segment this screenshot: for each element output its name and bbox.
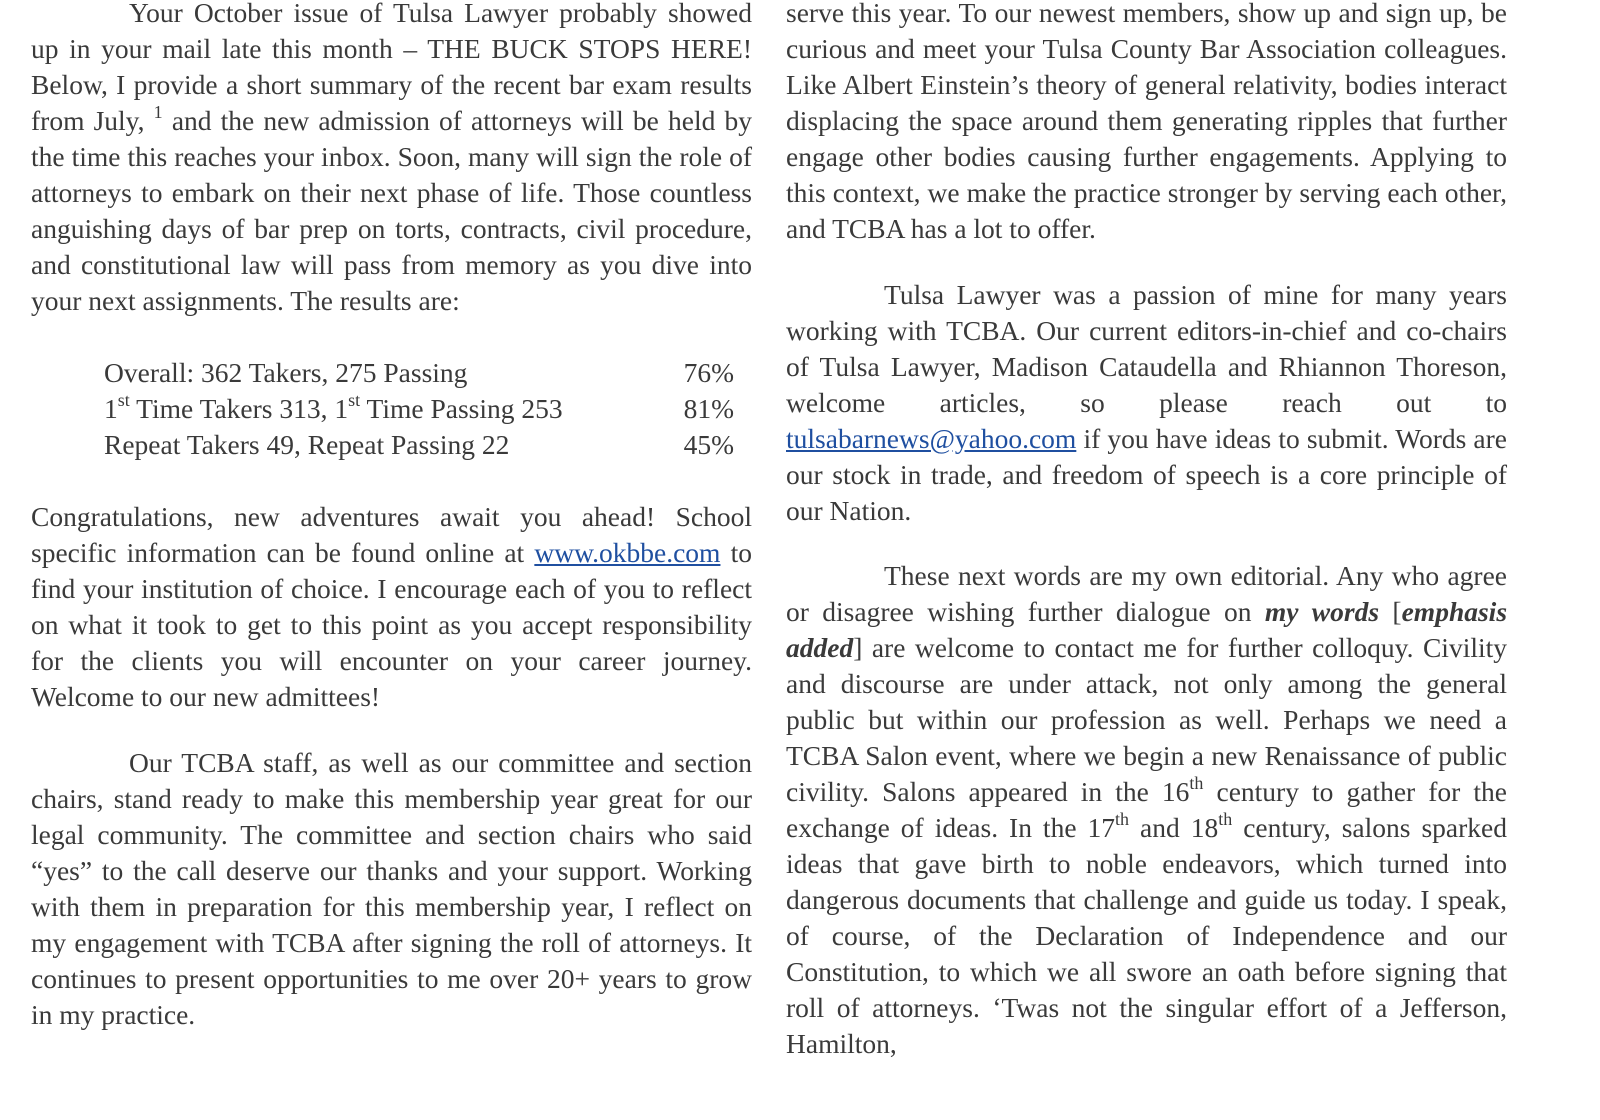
left-column	[31, 0, 752, 1033]
results-label: 1st Time Takers 313, 1st Time Passing 253	[104, 389, 563, 424]
results-label: Overall: 362 Takers, 275 Passing	[104, 357, 468, 388]
email-link[interactable]: tulsabarnews@yahoo.com	[786, 423, 1077, 454]
intro-text-2: and the new admission of attorneys will be held by the time this reaches your inbox. Soon, many will sign the role of attorneys to embark on their next phase of life. Those countless anguishing days of bar prep on torts, contracts, civil procedure, and constitutional law will pass from memory as you dive into your next assignments. The results are:	[31, 105, 752, 316]
results-row-repeat	[104, 427, 734, 463]
results-label: Repeat Takers 49, Repeat Passing 22	[104, 429, 510, 460]
intro-paragraph	[31, 0, 752, 319]
emphasis-my-words: my words	[1264, 596, 1380, 627]
congratulations-paragraph: Congratulations, new adventures await you ahead! School specific information can be found online at www.okbbe.com to find your institution of choice. I encourage each of you to reflect on what it took to get to this point as you accept responsibility for the clients you will encounter on your career journey. Welcome to our new admittees!	[31, 501, 753, 712]
right-column	[786, 0, 1507, 1062]
emphasis-added: emphasis added	[786, 596, 1508, 663]
bar-exam-results	[104, 355, 734, 463]
okbbe-link[interactable]: www.okbbe.com	[534, 537, 721, 568]
continuation-paragraph: serve this year. To our newest members, show up and sign up, be curious and meet your Tulsa County Bar Association colleagues. Like Albert Einstein’s theory of general relativity, bodies interact displacing the space around them generating ripples that further engage other bodies causing further engagements. Applying to this context, we make the practice stronger by serving each other, and TCBA has a lot to offer.	[786, 0, 1507, 244]
results-percent: 81%	[683, 393, 734, 424]
intro-text-1: Your October issue of Tulsa Lawyer probably showed up in your mail late this month – THE BUCK STOPS HERE! Below, I provide a short summary of the recent bar exam results from July,	[31, 0, 752, 136]
editorial-paragraph: These next words are my own editorial. Any who agree or disagree wishing further dialogue on my words [emphasis added] are welcome to contact me for further colloquy. Civility and discourse are under attack, not only among the general public but within our profession as well. Perhaps we need a TCBA Salon event, where we begin a new Renaissance of public civility. Salons appeared in the 16th century to gather for the exchange of ideas. In the 17th and 18th century, salons sparked ideas that gave birth to noble endeavors, which turned into dangerous documents that challenge and guide us today. I speak, of course, of the Declaration of Independence and our Constitution, to which we all swore an oath before signing that roll of attorneys. ‘Twas not the singular effort of a Jefferson, Hamilton,	[786, 560, 1508, 1059]
staff-paragraph: Our TCBA staff, as well as our committee and section chairs, stand ready to make this membership year great for our legal community. The committee and section chairs who said “yes” to the call deserve our thanks and your support. Working with them in preparation for this membership year, I reflect on my engagement with TCBA after signing the roll of attorneys. It continues to present opportunities to me over 20+ years to grow in my practice.	[31, 747, 752, 1030]
results-row-overall	[104, 355, 734, 391]
results-percent: 76%	[683, 357, 734, 388]
results-row-first-time	[104, 391, 734, 427]
footnote-marker[interactable]: 1	[153, 101, 163, 122]
tulsa-lawyer-paragraph: Tulsa Lawyer was a passion of mine for many years working with TCBA. Our current editors-in-chief and co-chairs of Tulsa Lawyer, Madison Cataudella and Rhiannon Thoreson, welcome articles, so please reach out to tulsabarnews@yahoo.com if you have ideas to submit. Words are our stock in trade, and freedom of speech is a core principle of our Nation.	[786, 279, 1507, 526]
results-percent: 45%	[683, 429, 734, 460]
